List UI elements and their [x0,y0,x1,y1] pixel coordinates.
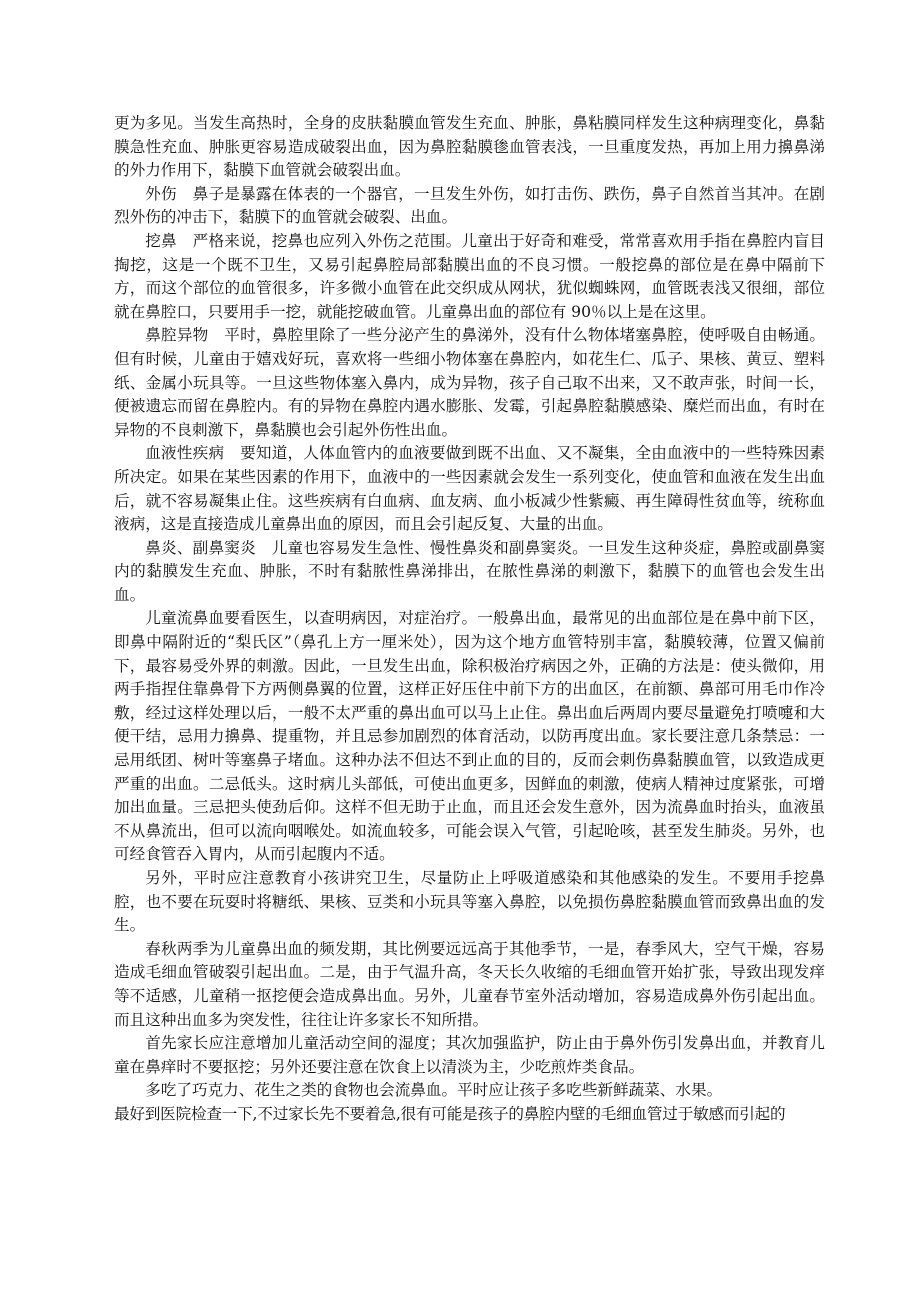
paragraph-fever-continuation: 更为多见。当发生高热时，全身的皮肤黏膜血管发生充血、肿胀，鼻粘膜同样发生这种病理变化，鼻黏膜急性充血、肿胀更容易造成破裂出血，因为鼻腔黏膜毶血管表浅，一旦重度发热，再加上用力擤鼻涕的外力作用下，黏膜下血管就会破裂出血。 [114,114,825,180]
paragraph-rhinitis-sinusitis: 鼻炎、副鼻窦炎 儿童也容易发生急性、慢性鼻炎和副鼻窦炎。一旦发生这种炎症，鼻腔或副鼻窦内的黏膜发生充血、肿胀，不时有黏脓性鼻涕排出，在脓性鼻涕的刺激下，黏膜下的血管也会发生出血。 [114,538,825,604]
paragraph-parental-advice: 首先家长应注意增加儿童活动空间的湿度；其次加强监护，防止由于鼻外伤引发鼻出血，并教育儿童在鼻痒时不要抠挖；另外还要注意在饮食上以清淡为主，少吃煎炸类食品。 [114,1034,825,1076]
paragraph-trauma: 外伤 鼻子是暴露在体表的一个器官，一旦发生外伤，如打击伤、跌伤，鼻子自然首当其冲。在剧烈外伤的冲击下，黏膜下的血管就会破裂、出血。 [114,184,825,227]
paragraph-diet: 多吃了巧克力、花生之类的食物也会流鼻血。平时应让孩子多吃些新鲜蔬菜、水果。 [145,1081,723,1100]
paragraph-hospital-check: 最好到医院检查一下,不过家长先不要着急,很有可能是孩子的鼻腔内壁的毛细血管过于敏感而引起的 [114,1104,786,1123]
paragraph-foreign-body: 鼻腔异物 平时，鼻腔里除了一些分泌产生的鼻涕外，没有什么物体堵塞鼻腔，使呼吸自由畅通。但有时候，儿童由于嬉戏好玩，喜欢将一些细小物体塞在鼻腔内，如花生仁、瓜子、果核、黄豆、塑料纸、金属小玩具等。一旦这些物体塞入鼻内，成为异物，孩子自己取不出来，又不敢声张，时间一长，便被遗忘而留在鼻腔内。有的异物在鼻腔内遇水膨胀、发霉，引起鼻腔黏膜感染、糜烂而出血，有时在异物的不良刺激下，鼻黏膜也会引起外伤性出血。 [114,326,825,439]
paragraph-prevention: 另外，平时应注意教育小孩讲究卫生，尽量防止上呼吸道感染和其他感染的发生。不要用手挖鼻腔，也不要在玩耍时将糖纸、果核、豆类和小玩具等塞入鼻腔，以免损伤鼻腔黏膜血管而致鼻出血的发生。 [114,869,825,935]
paragraph-seasonal: 春秋两季为儿童鼻出血的频发期，其比例要远远高于其他季节，一是，春季风大，空气干燥，容易造成毛细血管破裂引起出血。二是，由于气温升高，冬天长久收缩的毛细血管开始扩张，导致出现发痒等不适感，儿童稍一抠挖便会造成鼻出血。另外，儿童春节室外活动增加，容易造成鼻外伤引起出血。而且这种出血多为突发性，往往让许多家长不知所措。 [114,939,825,1029]
document-body [114,112,825,1127]
paragraph-nose-picking: 挖鼻 严格来说，挖鼻也应列入外伤之范围。儿童出于好奇和难受，常常喜欢用手指在鼻腔内盲目掏挖，这是一个既不卫生，又易引起鼻腔局部黏膜出血的不良习惯。一般挖鼻的部位是在鼻中隔前下方，而这个部位的血管很多，许多微小血管在此交织成从网状，犹似蜘蛛网，血管既表浅又很细，部位就在鼻腔口，只要用手一挖，就能挖破血管。儿童鼻出血的部位有 90％以上是在这里。 [114,231,825,321]
paragraph-treatment: 儿童流鼻血要看医生，以查明病因，对症治疗。一般鼻出血，最常见的出血部位是在鼻中前下区，即鼻中隔附近的“梨氏区”（鼻孔上方一厘米处），因为这个地方血管特别丰富，黏膜较薄，位置又偏前下，最容易受外界的刺激。因此，一旦发生出血，除积极治疗病因之外，正确的方法是：使头微仰，用两手指捏住靠鼻骨下方两侧鼻翼的位置，这样正好压住中前下方的出血区，在前额、鼻部可用毛巾作冷敷，经过这样处理以后，一般不太严重的鼻出血可以马上止住。鼻出血后两周内要尽量避免打喷嚏和大便干结，忌用力擤鼻、提重物，并且忌参加剧烈的体育活动，以防再度出血。家长要注意几条禁忌：一忌用纸团、树叶等塞鼻子堵血。这种办法不但达不到止血的目的，反而会刺伤鼻黏膜血管，以致造成更严重的出血。二忌低头。这时病儿头部低，可使出血更多，因鲜血的刺激，使病人精神过度紧张，可增加出血量。三忌把头使劲后仰。这样不但无助于止血，而且还会发生意外，因为流鼻血时抬头，血液虽不从鼻流出，但可以流向咽喉处。如流血较多，可能会误入气管，引起呛咳，甚至发生肺炎。另外，也可经食管吞入胃内，从而引起腹内不适。 [114,609,825,864]
paragraph-blood-disease: 血液性疾病 要知道，人体血管内的血液要做到既不出血、又不凝集，全由血液中的一些特殊因素所决定。如果在某些因素的作用下，血液中的一些因素就会发生一系列变化，使血管和血液在发生出血后，就不容易凝集止住。这些疾病有白血病、血友病、血小板减少性紫癜、再生障碍性贫血等，统称血液病，这是直接造成儿童鼻出血的原因，而且会引起反复、大量的出血。 [114,444,825,534]
